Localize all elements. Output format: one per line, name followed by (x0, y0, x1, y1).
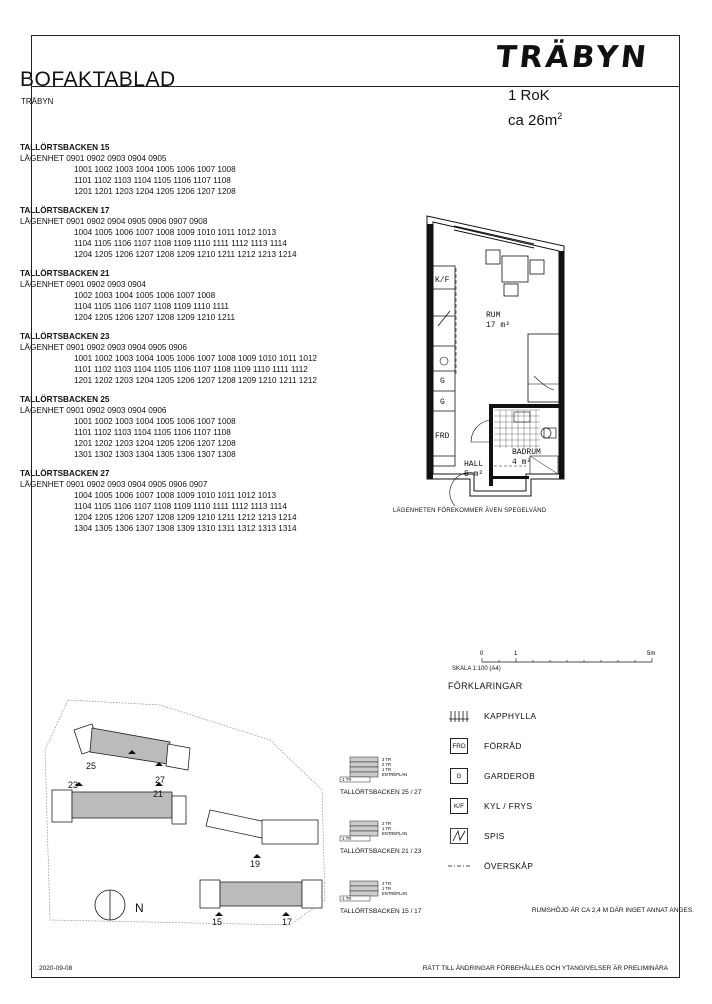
floor-label: 1 TR (382, 767, 391, 772)
street-block (20, 468, 380, 534)
apartment-numbers-row: 1104 1105 1106 1107 1108 1109 1110 1111 (74, 302, 229, 311)
apartment-type (508, 86, 562, 131)
floor-label: 1 TR (382, 826, 391, 831)
street-name: TALLÖRTSBACKEN 17 (20, 206, 110, 215)
legend-item-overskap (448, 851, 536, 881)
room-area: 17 m² (486, 321, 511, 330)
apartment-numbers-row: 1104 1105 1106 1107 1108 1109 1110 1111 1112 1113 1114 (74, 502, 287, 511)
legend-label: ÖVERSKÅP (484, 861, 534, 871)
apartment-numbers-row: 1204 1205 1206 1207 1208 1209 1210 1211 1212 1213 1214 (74, 513, 297, 522)
site-label-25: 25 (86, 761, 97, 771)
hall-name: HALL (464, 460, 484, 469)
apartment-list (20, 142, 380, 542)
section-label: TALLÖRTSBACKEN 25 / 27 (340, 789, 422, 796)
legend-title: FÖRKLARINGAR (448, 681, 523, 691)
apartment-numbers-first: LÄGENHET 0901 0902 0903 0904 0905 (20, 154, 167, 163)
street-block (20, 205, 380, 260)
scale-label: SKALA 1:100 (A4) (452, 666, 501, 672)
floor-plan (394, 176, 574, 506)
legend-item-kapphylla (448, 701, 536, 731)
floor-label: 2 TR (382, 881, 391, 886)
stove-icon (448, 827, 470, 845)
disclaimer: RÄTT TILL ÄNDRINGAR FÖRBEHÅLLES OCH YTANGIVELSER ÄR PRELIMINÄRA (422, 965, 668, 972)
apartment-numbers-row: 1101 1102 1103 1104 1105 1106 1107 1108 (74, 176, 231, 185)
street-block (20, 331, 380, 386)
kf-box-icon: K/F (450, 798, 468, 814)
floor-label: ENTRÉPLAN (382, 772, 408, 777)
street-block (20, 394, 380, 460)
site-label-17: 17 (282, 917, 293, 927)
apartment-numbers-row: 1001 1002 1003 1004 1005 1006 1007 1008 (74, 165, 236, 174)
site-label-19: 19 (250, 859, 261, 869)
section-label: TALLÖRTSBACKEN 21 / 23 (340, 848, 422, 855)
frd-box-icon: FRD (450, 738, 468, 754)
room-name: RUM (486, 311, 501, 320)
apartment-numbers-row: 1301 1302 1303 1304 1305 1306 1307 1308 (74, 450, 236, 459)
legend-item-forrad (448, 731, 536, 761)
section-diagram (338, 820, 422, 855)
street-block (20, 268, 380, 323)
apartment-numbers-row: 1101 1102 1103 1104 1105 1106 1107 1108 (74, 428, 231, 437)
legend-item-garderob (448, 761, 536, 791)
apartment-numbers-row: 1104 1105 1106 1107 1108 1109 1110 1111 1112 1113 1114 (74, 239, 287, 248)
apartment-numbers-row: 1001 1002 1003 1004 1005 1006 1007 1008 1009 1010 1011 1012 (74, 354, 317, 363)
scale-tick-0: 0 (480, 651, 484, 657)
apartment-numbers-row: 1101 1102 1103 1104 1105 1106 1107 1108 1109 1110 1111 1112 (74, 365, 308, 374)
area-unit-sup: 2 (557, 111, 563, 121)
street-name: TALLÖRTSBACKEN 21 (20, 269, 110, 278)
floor-label: -1 TR (341, 836, 352, 841)
floor-label: 1 TR (382, 886, 391, 891)
floor-label: ENTRÉPLAN (382, 891, 408, 896)
legend-label: SPIS (484, 831, 505, 841)
floor-label: 3 TR (382, 757, 391, 762)
legend-label: KYL / FRYS (484, 801, 533, 811)
apartment-numbers-row: 1201 1202 1203 1204 1205 1206 1207 1208 (74, 439, 236, 448)
street-name: TALLÖRTSBACKEN 15 (20, 143, 110, 152)
brand-logo: TRÄBYN (494, 40, 651, 75)
apartment-numbers-row: 1002 1003 1004 1005 1006 1007 1008 (74, 291, 216, 300)
plan-g-label-2: G (440, 398, 445, 407)
plan-frd-label: FRD (435, 432, 450, 441)
floor-label: -1 TR (341, 777, 352, 782)
apartment-numbers-first: LÄGENHET 0901 0902 0903 0904 (20, 280, 146, 289)
scale-tick-5: 5m (647, 651, 656, 657)
floor-label: 2 TR (382, 821, 391, 826)
site-label-15: 15 (212, 917, 223, 927)
apartment-rooms: 1 RoK (508, 87, 550, 104)
site-label-23: 23 (68, 780, 79, 790)
legend (448, 681, 536, 881)
plan-note: LÄGENHETEN FÖREKOMMER ÄVEN SPEGELVÄND (393, 508, 547, 514)
scale-bar (447, 646, 667, 666)
g-box-icon: G (450, 768, 468, 784)
apartment-numbers-first: LÄGENHET 0901 0902 0903 0904 0905 0906 0907 (20, 480, 208, 489)
legend-item-spis (448, 821, 536, 851)
scale-tick-1: 1 (514, 651, 518, 657)
section-label: TALLÖRTSBACKEN 15 / 17 (340, 908, 422, 915)
street-name: TALLÖRTSBACKEN 23 (20, 332, 110, 341)
document-date: 2020-09-08 (39, 965, 73, 972)
site-plan (40, 690, 330, 935)
legend-label: KAPPHYLLA (484, 711, 537, 721)
floor-label: -1 TR (341, 896, 352, 901)
apartment-numbers-first: LÄGENHET 0901 0902 0903 0904 0905 0906 (20, 343, 187, 352)
section-diagram (338, 756, 422, 796)
plan-kf-label: K/F (435, 276, 450, 285)
site-label-27: 27 (155, 775, 166, 785)
bathroom-area: 4 m² (512, 458, 532, 467)
apartment-numbers-row: 1204 1205 1206 1207 1208 1209 1210 1211 1212 1213 1214 (74, 250, 297, 259)
apartment-numbers-first: LÄGENHET 0901 0902 0904 0905 0906 0907 0908 (20, 217, 208, 226)
apartment-numbers-first: LÄGENHET 0901 0902 0903 0904 0906 (20, 406, 167, 415)
site-label-21: 21 (153, 789, 164, 799)
legend-label: FÖRRÅD (484, 741, 522, 751)
north-arrow-icon (95, 890, 125, 920)
apartment-numbers-row: 1201 1202 1203 1204 1205 1206 1207 1208 1209 1210 1211 1212 (74, 376, 317, 385)
street-block (20, 142, 380, 197)
apartment-numbers-row: 1304 1305 1306 1307 1308 1309 1310 1311 1312 1313 1314 (74, 524, 297, 533)
page-subtitle: TRÄBYN (21, 97, 54, 106)
section-diagram (338, 880, 422, 915)
dashed-line-icon (448, 857, 470, 875)
apartment-numbers-row: 1004 1005 1006 1007 1008 1009 1010 1011 1012 1013 (74, 228, 277, 237)
legend-label: GARDEROB (484, 771, 536, 781)
apartment-numbers-row: 1201 1201 1203 1204 1205 1206 1207 1208 (74, 187, 236, 196)
legend-item-kyl-frys (448, 791, 536, 821)
page-title: BOFAKTABLAD (20, 68, 176, 91)
hall-area: 5 m² (464, 470, 484, 479)
apartment-numbers-row: 1204 1205 1206 1207 1208 1209 1210 1211 (74, 313, 236, 322)
apartment-numbers-row: 1001 1002 1003 1004 1005 1006 1007 1008 (74, 417, 236, 426)
apartment-numbers-row: 1004 1005 1006 1007 1008 1009 1010 1011 1012 1013 (74, 491, 277, 500)
coat-rack-icon (448, 707, 470, 725)
floor-label: ENTRÉPLAN (382, 831, 408, 836)
plan-g-label-1: G (440, 377, 445, 386)
ceiling-height-note: RUMSHÖJD ÄR CA 2,4 M DÄR INGET ANNAT ANGES. (531, 907, 694, 914)
floor-label: 2 TR (382, 762, 391, 767)
north-label: N (135, 901, 144, 915)
street-name: TALLÖRTSBACKEN 25 (20, 395, 110, 404)
bathroom-name: BADRUM (512, 448, 541, 457)
apartment-area: ca 26m (508, 112, 558, 129)
street-name: TALLÖRTSBACKEN 27 (20, 469, 110, 478)
